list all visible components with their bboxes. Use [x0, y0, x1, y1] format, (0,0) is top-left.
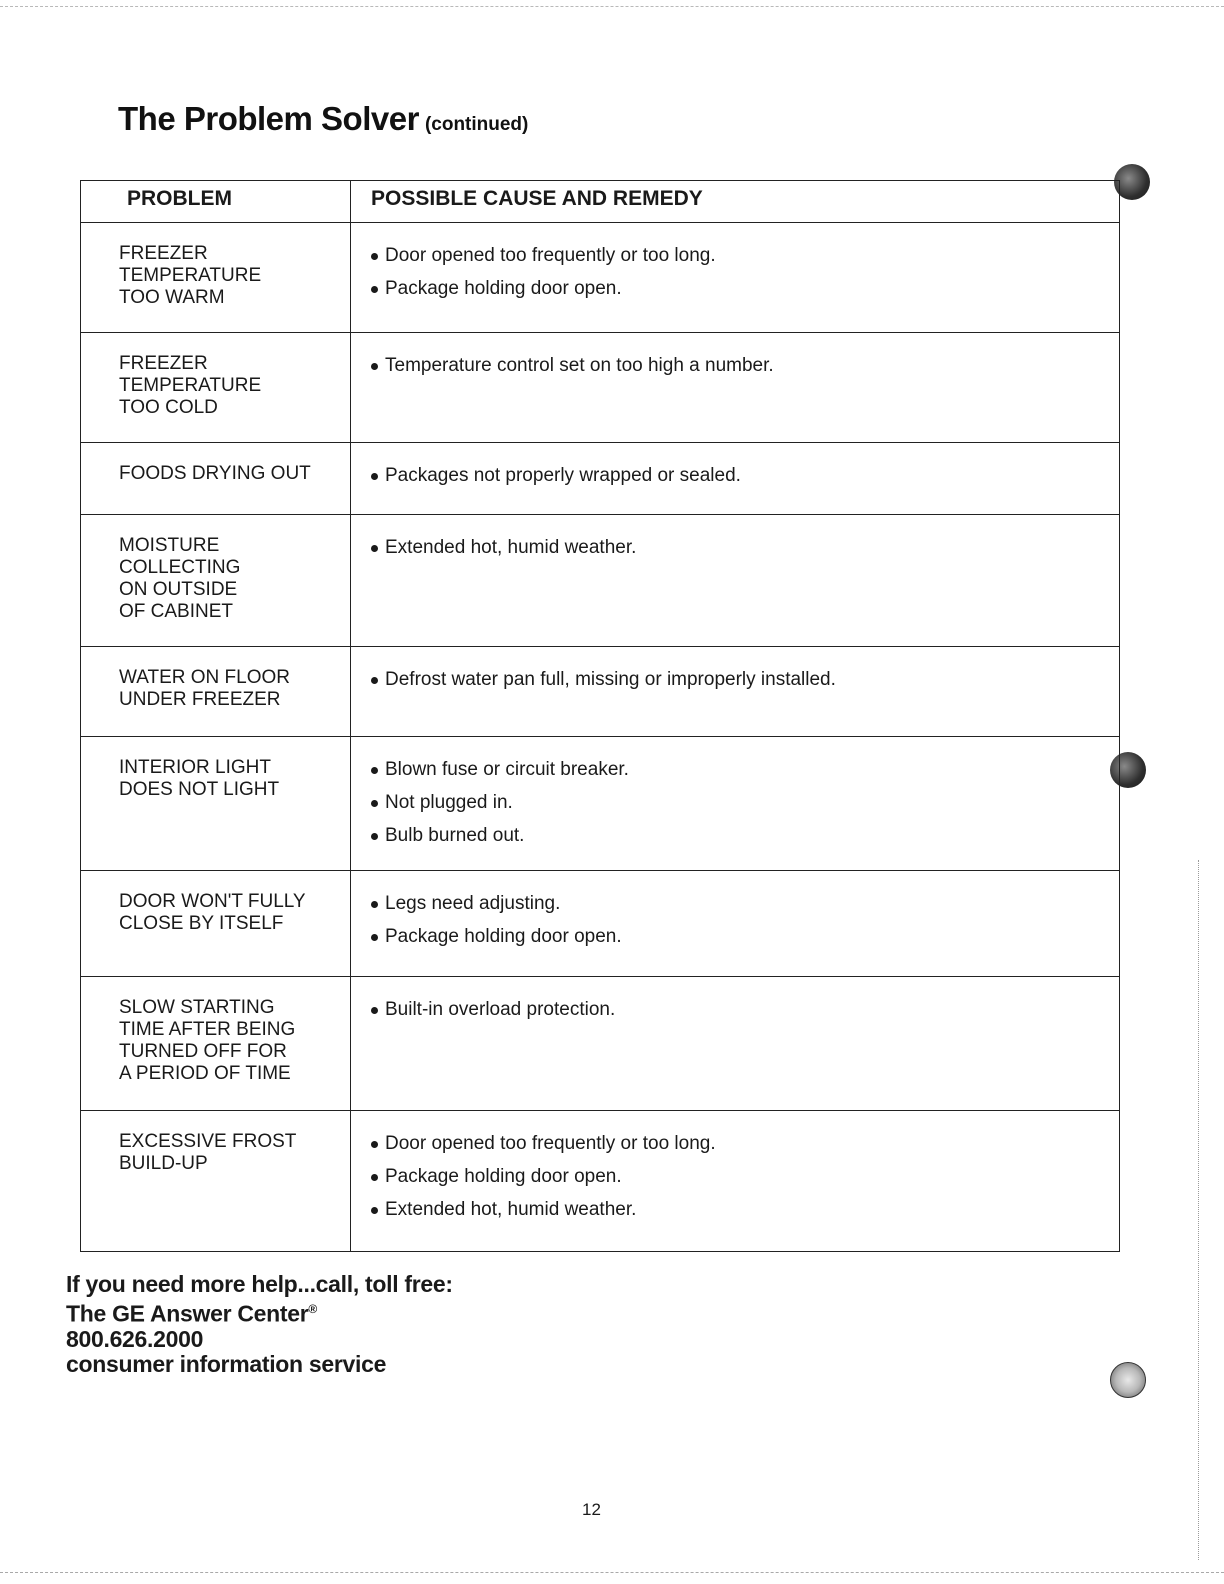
remedy-item: Temperature control set on too high a number. [371, 355, 1105, 377]
page-number: 12 [582, 1500, 601, 1519]
remedy-cell [351, 443, 1119, 514]
problem-cell [81, 1111, 351, 1251]
remedy-item: Blown fuse or circuit breaker. [371, 759, 1105, 781]
answer-center-name: The GE Answer Center [66, 1300, 309, 1327]
problem-cell [81, 647, 351, 736]
problem-line: DOOR WON'T FULLY [119, 891, 306, 912]
problem-line: SLOW STARTING [119, 997, 275, 1018]
problem-line: DOES NOT LIGHT [119, 779, 280, 800]
problem-line: CLOSE BY ITSELF [119, 913, 284, 934]
problem-solver-table [80, 180, 1120, 1252]
problem-line: TOO COLD [119, 397, 218, 418]
problem-text [119, 341, 338, 419]
phone-number: 800.626.2000 [66, 1325, 204, 1352]
table-row [81, 333, 1119, 443]
scan-edge-right [1198, 860, 1200, 1560]
remedy-cell [351, 871, 1119, 976]
problem-line: BUILD-UP [119, 1153, 208, 1174]
remedy-item: Package holding door open. [371, 926, 1105, 948]
problem-line: TEMPERATURE [119, 265, 262, 286]
remedy-item: Bulb burned out. [371, 825, 1105, 847]
problem-cell [81, 515, 351, 646]
problem-line: TURNED OFF FOR [119, 1041, 287, 1062]
problem-text [119, 745, 338, 801]
header-remedy: POSSIBLE CAUSE AND REMEDY [371, 187, 703, 210]
problem-line: WATER ON FLOOR [119, 667, 290, 688]
problem-line: TEMPERATURE [119, 375, 262, 396]
table-row [81, 737, 1119, 871]
problem-text [119, 231, 338, 309]
help-line: If you need more help...call, toll free: [66, 1271, 453, 1297]
problem-line: FOODS DRYING OUT [119, 463, 311, 484]
remedy-list [371, 523, 1105, 559]
remedy-item: Door opened too frequently or too long. [371, 245, 1105, 267]
problem-cell [81, 333, 351, 442]
remedy-cell [351, 647, 1119, 736]
remedy-item: Door opened too frequently or too long. [371, 1133, 1105, 1155]
remedy-cell [351, 977, 1119, 1110]
problem-text [119, 879, 338, 935]
remedy-cell [351, 333, 1119, 442]
remedy-list [371, 341, 1105, 377]
remedy-item: Legs need adjusting. [371, 893, 1105, 915]
remedy-cell [351, 515, 1119, 646]
remedy-item: Built-in overload protection. [371, 999, 1105, 1021]
problem-text [119, 1119, 338, 1175]
problem-line: ON OUTSIDE [119, 579, 238, 600]
remedy-list [371, 985, 1105, 1021]
remedy-cell [351, 223, 1119, 332]
table-row [81, 647, 1119, 737]
problem-cell [81, 977, 351, 1110]
table-row [81, 443, 1119, 515]
problem-cell [81, 871, 351, 976]
header-problem: PROBLEM [81, 181, 351, 222]
problem-text [119, 655, 338, 711]
remedy-item: Not plugged in. [371, 792, 1105, 814]
table-header [81, 181, 1119, 223]
help-section [66, 1272, 453, 1377]
table-row [81, 977, 1119, 1111]
service-line: consumer information service [66, 1350, 387, 1377]
problem-line: A PERIOD OF TIME [119, 1063, 291, 1084]
remedy-cell [351, 1111, 1119, 1251]
remedy-list [371, 451, 1105, 487]
problem-cell [81, 737, 351, 870]
problem-cell [81, 223, 351, 332]
scan-edge-bottom [0, 1572, 1224, 1575]
remedy-item: Extended hot, humid weather. [371, 537, 1105, 559]
answer-center-line [66, 1297, 453, 1327]
problem-line: INTERIOR LIGHT [119, 757, 272, 778]
remedy-list [371, 879, 1105, 948]
table-row [81, 515, 1119, 647]
problem-line: UNDER FREEZER [119, 689, 281, 710]
problem-line: OF CABINET [119, 601, 234, 622]
remedy-item: Extended hot, humid weather. [371, 1199, 1105, 1221]
problem-cell [81, 443, 351, 514]
problem-line: COLLECTING [119, 557, 241, 578]
problem-line: FREEZER [119, 243, 208, 264]
page-title-text: The Problem Solver [118, 100, 419, 137]
problem-line: TOO WARM [119, 287, 225, 308]
remedy-item: Defrost water pan full, missing or improperly installed. [371, 669, 1105, 691]
problem-text [119, 451, 338, 485]
problem-line: MOISTURE [119, 535, 220, 556]
binder-hole-icon [1110, 1362, 1146, 1398]
problem-line: FREEZER [119, 353, 208, 374]
registered-mark: ® [308, 1302, 317, 1316]
remedy-item: Package holding door open. [371, 1166, 1105, 1188]
table-row [81, 223, 1119, 333]
table-row [81, 871, 1119, 977]
remedy-list [371, 745, 1105, 847]
remedy-item: Packages not properly wrapped or sealed. [371, 465, 1105, 487]
remedy-list [371, 231, 1105, 300]
remedy-item: Package holding door open. [371, 278, 1105, 300]
problem-line: EXCESSIVE FROST [119, 1131, 297, 1152]
remedy-cell [351, 737, 1119, 870]
problem-line: TIME AFTER BEING [119, 1019, 296, 1040]
page-subtitle: (continued) [424, 114, 529, 135]
scan-edge-top [0, 6, 1224, 9]
table-row [81, 1111, 1119, 1251]
remedy-list [371, 655, 1105, 691]
page-title [118, 100, 528, 138]
remedy-list [371, 1119, 1105, 1221]
problem-text [119, 523, 338, 623]
problem-text [119, 985, 338, 1085]
